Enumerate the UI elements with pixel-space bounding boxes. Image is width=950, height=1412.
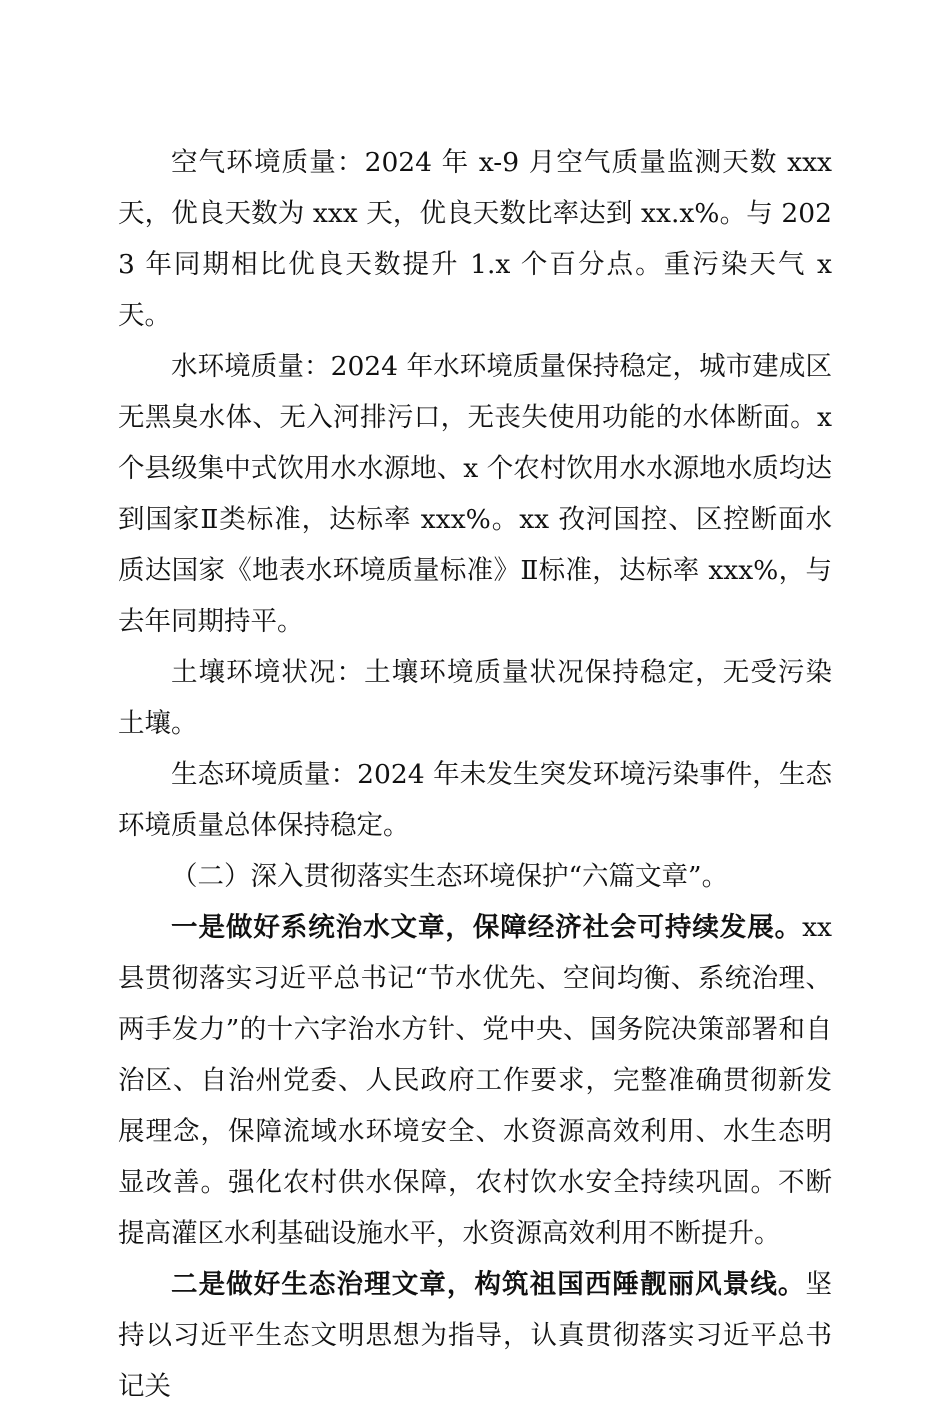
item-two-lead: 二是做好生态治理文章，构筑祖国西陲靓丽风景线。 xyxy=(171,1269,806,1300)
paragraph-item-two xyxy=(118,1259,832,1412)
paragraph-water-quality: 水环境质量：2024 年水环境质量保持稳定，城市建成区无黑臭水体、无入河排污口，无丧失使用功能的水体断面。x 个县级集中式饮用水水源地、x 个农村饮用水水源地水质均达到国家Ⅱ类标准，达标率 xxx%。xx 孜河国控、区控断面水质达国家《地表水环境质量标准》Ⅱ标准，达标率 xxx%，与去年同期持平。 xyxy=(118,351,832,637)
item-one-lead: 一是做好系统治水文章，保障经济社会可持续发展。 xyxy=(171,912,803,943)
section-heading: （二）深入贯彻落实生态环境保护“六篇文章”。 xyxy=(171,861,729,892)
paragraph-item-one xyxy=(118,902,832,1259)
item-two-body: 坚持以习近平生态文明思想为指导，认真贯彻落实习近平总书记关 xyxy=(118,1269,832,1402)
paragraph-soil-status: 土壤环境状况：土壤环境质量状况保持稳定，无受污染土壤。 xyxy=(118,657,832,739)
item-one-body: xx 县贯彻落实习近平总书记“节水优先、空间均衡、系统治理、两手发力”的十六字治水方针、党中央、国务院决策部署和自治区、自治州党委、人民政府工作要求，完整准确贯彻新发展理念，保障流域水环境安全、水资源高效利用、水生态明显改善。强化农村供水保障，农村饮水安全持续巩固。不断提高灌区水利基础设施水平，水资源高效利用不断提升。 xyxy=(118,912,832,1249)
paragraph-air-quality: 空气环境质量：2024 年 x-9 月空气质量监测天数 xxx 天，优良天数为 xxx 天，优良天数比率达到 xx.x%。与 2023 年同期相比优良天数提升 1.x 个百分点。重污染天气 x 天。 xyxy=(118,147,832,331)
document-body xyxy=(118,137,832,1412)
paragraph-ecology-quality: 生态环境质量：2024 年未发生突发环境污染事件，生态环境质量总体保持稳定。 xyxy=(118,759,832,841)
